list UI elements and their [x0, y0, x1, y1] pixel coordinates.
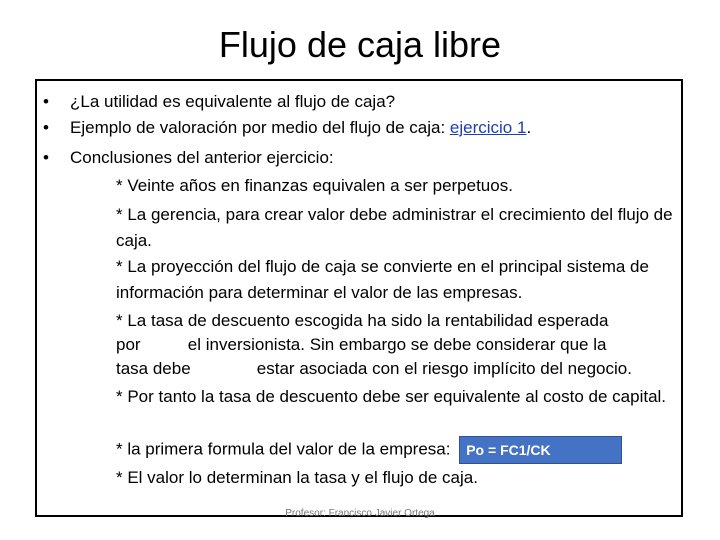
formula-box: Po = FC1/CK — [459, 436, 621, 464]
footer-credit: Profesor: Francisco Javier Ortega — [285, 508, 435, 519]
slide-title: Flujo de caja libre — [218, 24, 502, 65]
conclusion-3: * La proyección del flujo de caja se convierte en el principal sistema de información para determinar el valor de las empresas. — [116, 257, 649, 302]
conclusion-5: * Por tanto la tasa de descuento debe ser equivalente al costo de capital. — [116, 387, 667, 406]
bullet-icon: • — [43, 92, 49, 111]
conclusion-4-line-2: por el inversionista. Sin embargo se debe considerar que la — [116, 335, 607, 354]
conclusion-6-text: * la primera formula del valor de la empresa: — [116, 439, 451, 459]
bullet-text-2 — [70, 116, 531, 140]
bullet-icon: • — [43, 148, 49, 167]
conclusion-2: * La gerencia, para crear valor debe administrar el crecimiento del flujo de caja. — [116, 205, 673, 250]
bullet-text-3: Conclusiones del anterior ejercicio: — [70, 148, 334, 167]
bullet-icon: • — [43, 118, 49, 137]
conclusion-1: * Veinte años en finanzas equivalen a ser perpetuos. — [116, 176, 513, 195]
conclusion-4-line-1: * La tasa de descuento escogida ha sido la rentabilidad esperada — [116, 311, 609, 330]
bullet-text-1: ¿La utilidad es equivalente al flujo de caja? — [70, 92, 396, 111]
bullet-text-2-prefix: Ejemplo de valoración por medio del flujo de caja: — [70, 118, 450, 137]
conclusion-7: * El valor lo determinan la tasa y el flujo de caja. — [116, 468, 478, 487]
ejercicio-link[interactable]: ejercicio 1 — [449, 118, 527, 137]
conclusion-6 — [116, 436, 676, 464]
bullet-text-2-suffix: . — [526, 118, 532, 137]
conclusion-4-line-3: tasa debe estar asociada con el riesgo implícito del negocio. — [116, 359, 632, 378]
